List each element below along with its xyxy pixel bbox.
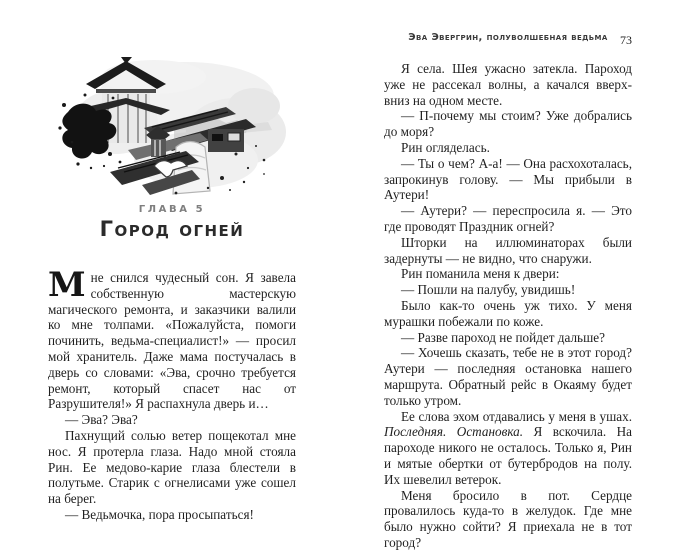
town-ink-illustration-icon: [58, 50, 290, 198]
right-page-text: [384, 61, 632, 551]
paragraph: Рин поманила меня к двери:: [401, 266, 560, 282]
left-page: [48, 50, 296, 523]
left-page-text: [48, 265, 296, 523]
paragraph-text: не снился чудесный сон. Я завела собственную мастерскую магического ремонта, и заказчики валили ко мне толпами. «Пожалуйста, помоги починить, ведьма-специалист!» — просил мой хранитель. Даже мама постучалась в дверь со словами: «Эва, срочно требуется ремонт, который спасет нас от Разрушителя!» Я распахнула дверь и…: [48, 270, 296, 412]
paragraph: Я села. Шея ужасно затекла. Пароход уже не рассекал волны, а качался вверх-вниз на одном месте.: [384, 61, 632, 108]
running-title: Эва Эвергрин, полуволшебная ведьма: [408, 32, 608, 43]
chapter-illustration: [58, 50, 290, 198]
paragraph: [48, 265, 296, 412]
paragraph-text: Ее слова эхом отдавались у меня в ушах.: [401, 408, 632, 424]
paragraph: — Пошли на палубу, увидишь!: [401, 282, 576, 298]
paragraph: Было как-то очень уж тихо. У меня мурашки побежали по коже.: [384, 297, 632, 329]
right-page: [384, 32, 632, 551]
paragraph: — Эва? Эва?: [65, 412, 138, 428]
paragraph: — П-почему мы стоим? Уже добрались до моря?: [384, 108, 632, 140]
paragraph: — Ведьмочка, пора просыпаться!: [65, 506, 254, 522]
paragraph: Пахнущий солью ветер пощекотал мне нос. Я протерла глаза. Надо мной стояла Рин. Ее медово-карие глаза блестели в полутьме. Старик с огнелисами уже сошел на берег.: [48, 427, 296, 507]
italic-phrase: Последняя. Остановка.: [384, 424, 524, 440]
paragraph: — Ты о чем? А-а! — Она расхохоталась, запрокинув голову. — Мы прибыли в Аутери!: [384, 155, 632, 203]
paragraph: — Разве пароход не пойдет дальше?: [401, 329, 605, 345]
chapter-number-label: ГЛАВА 5: [138, 204, 206, 215]
paragraph: Меня бросило в пот. Сердце провалилось куда-то в желудок. Где мне было нужно сойти? Я приехала не в тот город?: [384, 487, 632, 550]
paragraph: Рин огляделась.: [401, 139, 490, 155]
paragraph: — Хочешь сказать, тебе не в этот город? Аутери — последняя остановка нашего маршрута. Обратный рейс в Окаяму будет только утром.: [384, 345, 632, 408]
page-number: 73: [620, 33, 632, 47]
paragraph: — Аутери? — переспросила я. — Это где проводят Праздник огней?: [384, 203, 632, 234]
drop-cap-letter: М: [48, 265, 86, 305]
paragraph-text: Я вскочила. На пароходе никого не осталось. Только я, Рин и мятые обертки от бутербродов на полу. Их шевелил ветерок.: [384, 424, 632, 487]
paragraph: [384, 409, 632, 488]
running-header: [384, 32, 632, 47]
chapter-title: Город огней: [99, 217, 245, 241]
paragraph: Шторки на иллюминаторах были задернуты — не видно, что снаружи.: [384, 234, 632, 266]
